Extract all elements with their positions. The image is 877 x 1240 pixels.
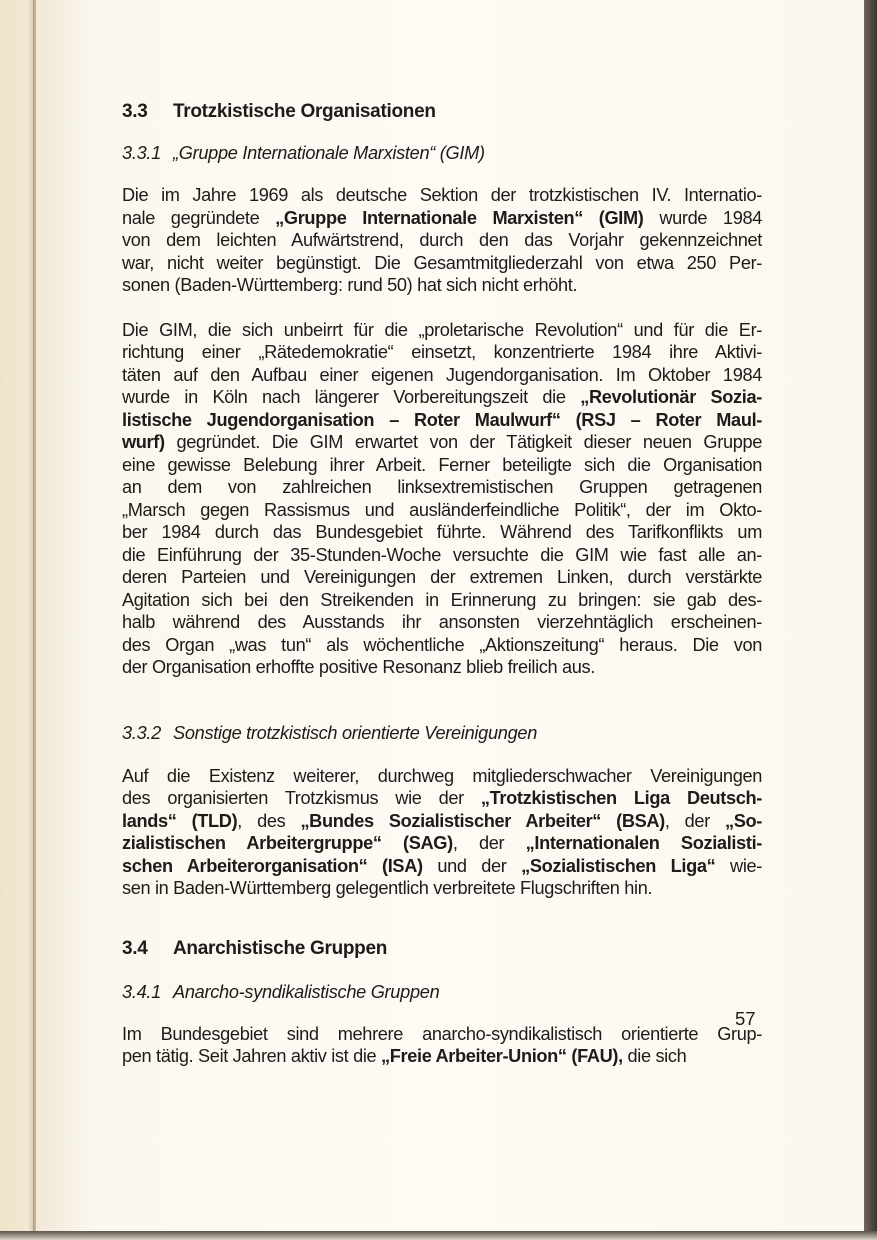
section-heading-3-3	[122, 99, 762, 125]
text-line	[122, 454, 762, 477]
text-run: Agitation sich bei den Streikenden in Erinnerung zu bringen: sie gab des-	[122, 589, 762, 610]
text-run: Die GIM, die sich unbeirrt für die „proletarische Revolution“ und für die Er-	[122, 319, 762, 340]
bold-organization-name: „Bundes Sozialistischer Arbeiter“ (BSA)	[300, 810, 665, 831]
bold-organization-name: wurf)	[122, 432, 165, 452]
text-run: des Organ „was tun“ als wöchentliche „Aktionszeitung“ heraus. Die von	[122, 634, 762, 655]
text-run: sen in Baden-Württemberg gelegentlich verbreitete Flugschriften hin.	[122, 878, 653, 898]
bold-organization-name: „Sozialistischen Liga“	[521, 855, 716, 876]
text-line	[122, 364, 762, 387]
text-run: wurde 1984	[643, 207, 762, 228]
text-line	[122, 589, 762, 612]
text-line	[122, 656, 762, 679]
text-line	[122, 611, 762, 634]
subsection-number: 3.4.1	[122, 981, 161, 1002]
section-heading-3-4	[122, 936, 762, 962]
page-edge-shadow	[864, 0, 877, 1240]
text-run: Auf die Existenz weiterer, durchweg mitgliederschwacher Vereinigungen	[122, 765, 762, 786]
text-run: richtung einer „Rätedemokratie“ einsetzt, konzentrierte 1984 ihre Aktivi-	[122, 342, 762, 362]
subsection-number: 3.3.2	[122, 722, 161, 743]
text-run: „Marsch gegen Rassismus und ausländerfeindliche Politik“, der im Okto-	[122, 499, 762, 520]
text-line	[122, 207, 762, 230]
bold-organization-name: „Gruppe Internationale Marxisten“ (GIM)	[275, 207, 644, 228]
subsection-title: Sonstige trotzkistisch orientierte Vereinigungen	[173, 722, 538, 743]
text-line	[122, 855, 762, 878]
bold-organization-name: listische Jugendorganisation – Roter Maulwurf“ (RSJ – Roter Maul-	[122, 409, 762, 430]
section-title: Anarchistische Gruppen	[173, 937, 388, 959]
subsection-heading-3-3-1	[122, 141, 762, 165]
text-run: pen tätig. Seit Jahren aktiv ist die	[122, 1046, 382, 1066]
text-line	[122, 341, 762, 364]
text-run: von dem leichten Aufwärtstrend, durch den das Vorjahr gekennzeichnet	[122, 230, 762, 250]
text-line	[122, 521, 762, 544]
bold-organization-name: „Revolutionär Sozia-	[580, 387, 762, 407]
text-line	[122, 1023, 762, 1046]
subsection-title: „Gruppe Internationale Marxisten“ (GIM)	[173, 143, 485, 163]
page-number: 57	[735, 1008, 756, 1029]
paragraph-gim-activities	[122, 319, 762, 679]
text-run: , der	[452, 833, 526, 853]
bold-organization-name: „So-	[724, 810, 762, 831]
paragraph-other-trotskyist	[122, 765, 762, 900]
subsection-heading-3-4-1	[122, 980, 762, 1004]
bold-organization-name: „Freie Arbeiter-Union“ (FAU),	[381, 1046, 623, 1066]
text-line	[122, 386, 762, 409]
text-line	[122, 274, 762, 297]
text-run: der Organisation erhoffte positive Resonanz blieb freilich aus.	[122, 657, 596, 677]
text-run: deren Parteien und Vereinigungen der extremen Linken, durch verstärkte	[122, 567, 762, 587]
text-line	[122, 476, 762, 499]
page-content	[122, 97, 762, 1068]
page-bottom-edge	[0, 1231, 877, 1240]
text-line	[122, 409, 762, 432]
text-run: täten auf den Aufbau einer eigenen Jugendorganisation. Im Oktober 1984	[122, 364, 762, 385]
text-run: wie-	[715, 855, 762, 876]
text-run: gegründet. Die GIM erwartet von der Tätigkeit dieser neuen Gruppe	[164, 432, 762, 452]
text-run: Die im Jahre 1969 als deutsche Sektion der trotzkistischen IV. Internatio-	[122, 185, 762, 205]
text-line	[122, 566, 762, 589]
text-line	[122, 319, 762, 342]
bold-organization-name: „Internationalen Sozialisti-	[525, 833, 762, 853]
text-run: halb während des Ausstands ihr ansonsten vierzehntäglich erscheinen-	[122, 612, 762, 632]
text-line	[122, 229, 762, 252]
text-run: ber 1984 durch das Bundesgebiet führte. Während des Tarifkonflikts um	[122, 522, 762, 542]
text-run: wurde in Köln nach längerer Vorbereitungszeit die	[122, 387, 581, 407]
text-line	[122, 499, 762, 522]
text-run: und der	[422, 855, 522, 876]
section-title: Trotzkistische Organisationen	[173, 101, 436, 122]
text-run: eine gewisse Belebung ihrer Arbeit. Ferner beteiligte sich die Organisation	[122, 454, 762, 475]
text-run: sonen (Baden-Württemberg: rund 50) hat sich nicht erhöht.	[122, 275, 578, 295]
subsection-title: Anarcho-syndikalistische Gruppen	[173, 981, 440, 1002]
paragraph-anarcho-syndicalist	[122, 1023, 762, 1068]
text-run: , des	[237, 810, 301, 831]
text-line	[122, 877, 762, 900]
text-line	[122, 544, 762, 567]
text-run: war, nicht weiter begünstigt. Die Gesamtmitgliederzahl von etwa 250 Per-	[122, 252, 762, 273]
section-number: 3.3	[122, 101, 148, 122]
text-run: , der	[664, 810, 725, 831]
text-run: die Einführung der 35-Stunden-Woche versuchte die GIM wie fast alle an-	[122, 544, 762, 565]
text-run: des organisierten Trotzkismus wie der	[122, 788, 481, 808]
text-line	[122, 431, 762, 454]
text-run: an dem von zahlreichen linksextremistischen Gruppen getragenen	[122, 477, 762, 497]
text-line	[122, 184, 762, 207]
paragraph-gim-intro	[122, 184, 762, 297]
section-number: 3.4	[122, 937, 148, 959]
text-line	[122, 1045, 762, 1068]
text-run: Im Bundesgebiet sind mehrere anarcho-syndikalistisch orientierte Grup-	[122, 1023, 762, 1044]
text-line	[122, 634, 762, 657]
subsection-number: 3.3.1	[122, 143, 161, 163]
bold-organization-name: lands“ (TLD)	[122, 810, 238, 831]
text-run: die sich	[622, 1046, 687, 1066]
subsection-heading-3-3-2	[122, 721, 762, 745]
text-line	[122, 252, 762, 275]
bold-organization-name: schen Arbeiterorganisation“ (ISA)	[122, 855, 423, 876]
bold-organization-name: „Trotzkistischen Liga Deutsch-	[480, 788, 762, 808]
text-run: nale gegründete	[122, 207, 276, 228]
left-page-margin	[0, 0, 34, 1240]
bold-organization-name: zialistischen Arbeitergruppe“ (SAG)	[122, 833, 453, 853]
text-line	[122, 787, 762, 810]
text-line	[122, 765, 762, 788]
text-line	[122, 832, 762, 855]
text-line	[122, 810, 762, 833]
